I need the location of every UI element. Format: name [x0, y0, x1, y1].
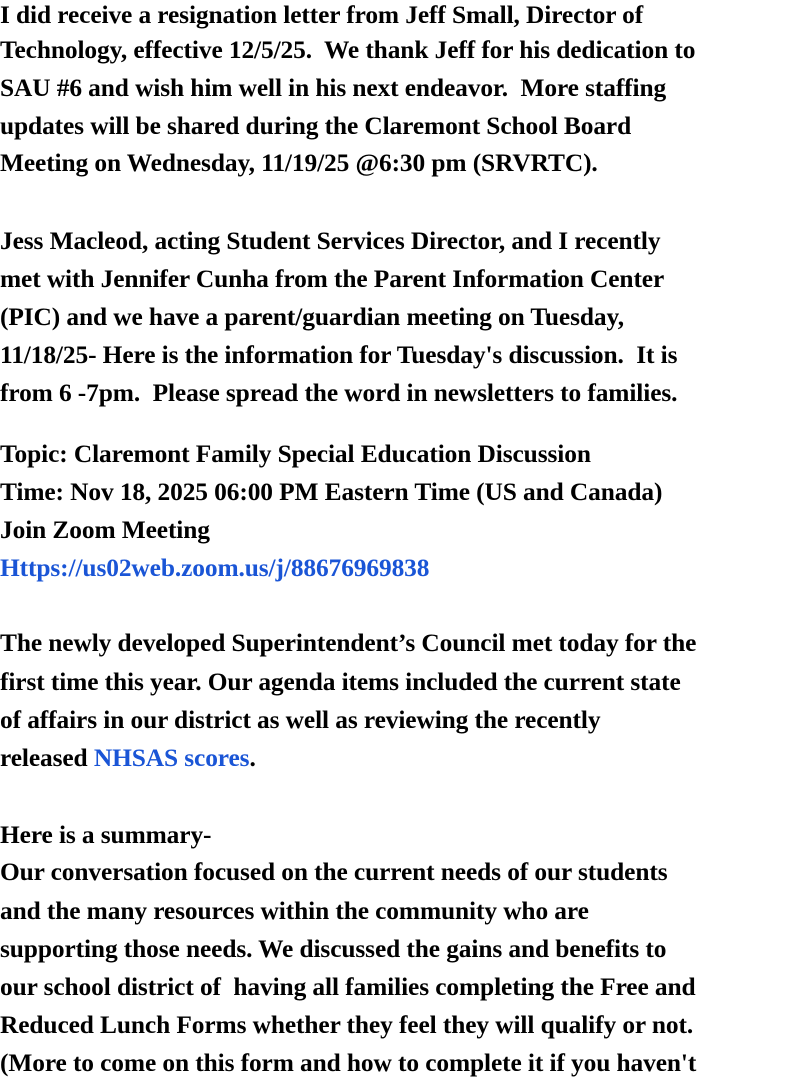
summary-line-5: Reduced Lunch Forms whether they feel they will qualify or not. — [0, 1011, 694, 1039]
resignation-line-4: updates will be shared during the Claremont School Board — [0, 112, 632, 140]
summary-heading: Here is a summary- — [0, 821, 212, 849]
council-line-4 — [0, 743, 256, 773]
summary-line-3: supporting those needs. We discussed the gains and benefits to — [0, 935, 667, 963]
zoom-topic: Topic: Claremont Family Special Education Discussion — [0, 440, 591, 468]
pic-meeting-line-5: from 6 -7pm. Please spread the word in newsletters to families. — [0, 379, 678, 407]
summary-line-6: (More to come on this form and how to complete it if you haven't — [0, 1049, 697, 1077]
resignation-line-5: Meeting on Wednesday, 11/19/25 @6:30 pm (SRVRTC). — [0, 149, 598, 177]
pic-meeting-line-3: (PIC) and we have a parent/guardian meeting on Tuesday, — [0, 303, 624, 331]
council-line-1: The newly developed Superintendent’s Council met today for the — [0, 629, 697, 657]
council-line-3: of affairs in our district as well as reviewing the recently — [0, 706, 601, 734]
resignation-line-1: I did receive a resignation letter from Jeff Small, Director of — [0, 1, 644, 29]
summary-line-2: and the many resources within the community who are — [0, 897, 589, 925]
resignation-line-3: SAU #6 and wish him well in his next endeavor. More staffing — [0, 74, 667, 102]
council-line-4-prefix: released — [0, 744, 94, 772]
resignation-line-2: Technology, effective 12/5/25. We thank Jeff for his dedication to — [0, 36, 696, 64]
pic-meeting-line-1: Jess Macleod, acting Student Services Director, and I recently — [0, 227, 661, 255]
council-line-4-suffix: . — [249, 744, 256, 772]
pic-meeting-line-2: met with Jennifer Cunha from the Parent Information Center — [0, 265, 665, 293]
zoom-meeting-link[interactable]: Https://us02web.zoom.us/j/88676969838 — [0, 554, 430, 582]
summary-line-4: our school district of having all families completing the Free and — [0, 973, 696, 1001]
council-line-2: first time this year. Our agenda items included the current state — [0, 668, 681, 696]
pic-meeting-line-4: 11/18/25- Here is the information for Tuesday's discussion. It is — [0, 341, 678, 369]
nhsas-scores-link[interactable]: NHSAS scores — [93, 744, 250, 772]
summary-line-1: Our conversation focused on the current needs of our students — [0, 858, 668, 886]
zoom-time: Time: Nov 18, 2025 06:00 PM Eastern Time (US and Canada) — [0, 478, 663, 506]
zoom-join-label: Join Zoom Meeting — [0, 516, 210, 544]
